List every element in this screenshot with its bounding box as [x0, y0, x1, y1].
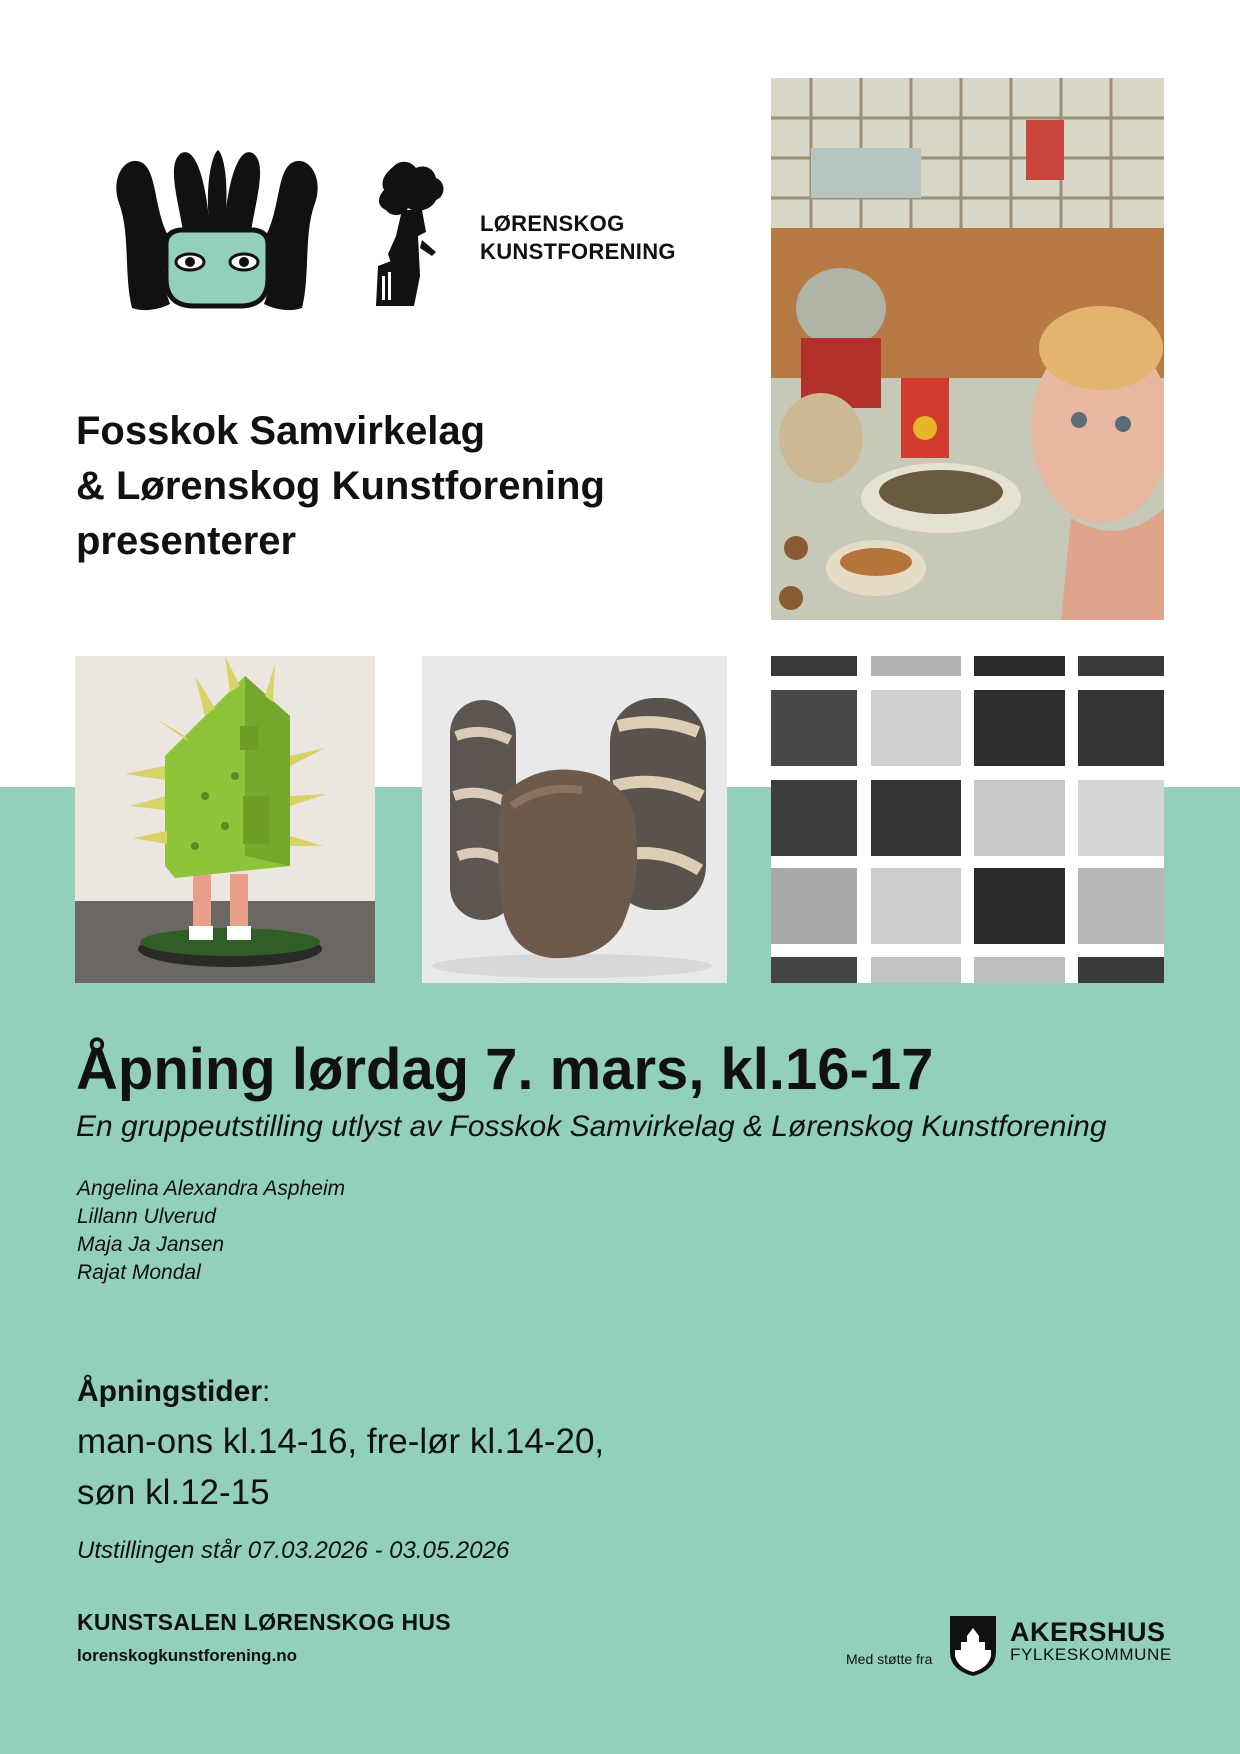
akershus-sponsor-text — [1010, 1618, 1172, 1664]
drawing-cell — [974, 868, 1065, 944]
drawing-cell — [974, 690, 1065, 766]
drawing-cell — [771, 656, 857, 676]
support-text: Med støtte fra — [846, 1651, 933, 1667]
drawings-grid-image — [771, 656, 1164, 983]
drawing-cell — [871, 957, 961, 983]
exhibition-dates: Utstillingen står 07.03.2026 - 03.05.2026 — [77, 1537, 510, 1564]
exhibition-subtitle: En gruppeutstilling utlyst av Fosskok Samvirkelag & Lørenskog Kunstforening — [76, 1110, 1107, 1143]
statue-silhouette-icon — [374, 156, 448, 308]
drawing-cell — [974, 780, 1065, 856]
drawing-cell — [1078, 656, 1164, 676]
drawing-cell — [871, 780, 961, 856]
sponsor-line2: FYLKESKOMMUNE — [1010, 1645, 1172, 1664]
drawing-cell — [771, 957, 857, 983]
drawing-cell — [974, 656, 1065, 676]
drawing-cell — [771, 780, 857, 856]
sponsor-line1: AKERSHUS — [1010, 1617, 1166, 1647]
drawing-cell — [871, 656, 961, 676]
artist-list — [77, 1175, 345, 1287]
artist-name: Rajat Mondal — [77, 1261, 201, 1284]
drawing-cell — [1078, 957, 1164, 983]
drawing-cell — [771, 868, 857, 944]
opening-hours-line2: søn kl.12-15 — [77, 1473, 270, 1512]
hours-label-text: Åpningstider — [77, 1375, 262, 1408]
artist-name: Maja Ja Jansen — [77, 1233, 225, 1256]
ceramic-sculptures-image — [422, 656, 727, 983]
akershus-crest-icon — [948, 1614, 998, 1678]
headline-line2: & Lørenskog Kunstforening — [76, 464, 605, 508]
logo-text-line2: KUNSTFORENING — [480, 239, 676, 264]
website-link[interactable]: lorenskogkunstforening.no — [77, 1646, 298, 1665]
headline-line3: presenterer — [76, 519, 297, 563]
opening-hours-label: Åpningstider: — [77, 1375, 271, 1408]
artist-name: Lillann Ulverud — [77, 1205, 216, 1228]
lorenskog-kunstforening-logo-text — [480, 210, 676, 266]
presenter-headline — [76, 404, 716, 569]
headline-line1: Fosskok Samvirkelag — [76, 409, 486, 453]
drawing-cell — [871, 868, 961, 944]
spiky-house-sculpture-image — [75, 656, 375, 983]
drawing-cell — [1078, 868, 1164, 944]
drawing-cell — [974, 957, 1065, 983]
plant-pot-face-icon — [114, 146, 320, 312]
venue-name: KUNSTSALEN LØRENSKOG HUS — [77, 1609, 451, 1635]
logo-text-line1: LØRENSKOG — [480, 211, 625, 236]
opening-title: Åpning lørdag 7. mars, kl.16-17 — [76, 1037, 934, 1102]
drawing-cell — [771, 690, 857, 766]
drawing-cell — [1078, 780, 1164, 856]
artist-name: Angelina Alexandra Aspheim — [77, 1177, 346, 1200]
opening-hours-line1: man-ons kl.14-16, fre-lør kl.14-20, — [77, 1422, 605, 1461]
painting-kitchen-scene-image — [771, 78, 1164, 620]
drawing-cell — [1078, 690, 1164, 766]
drawing-cell — [871, 690, 961, 766]
